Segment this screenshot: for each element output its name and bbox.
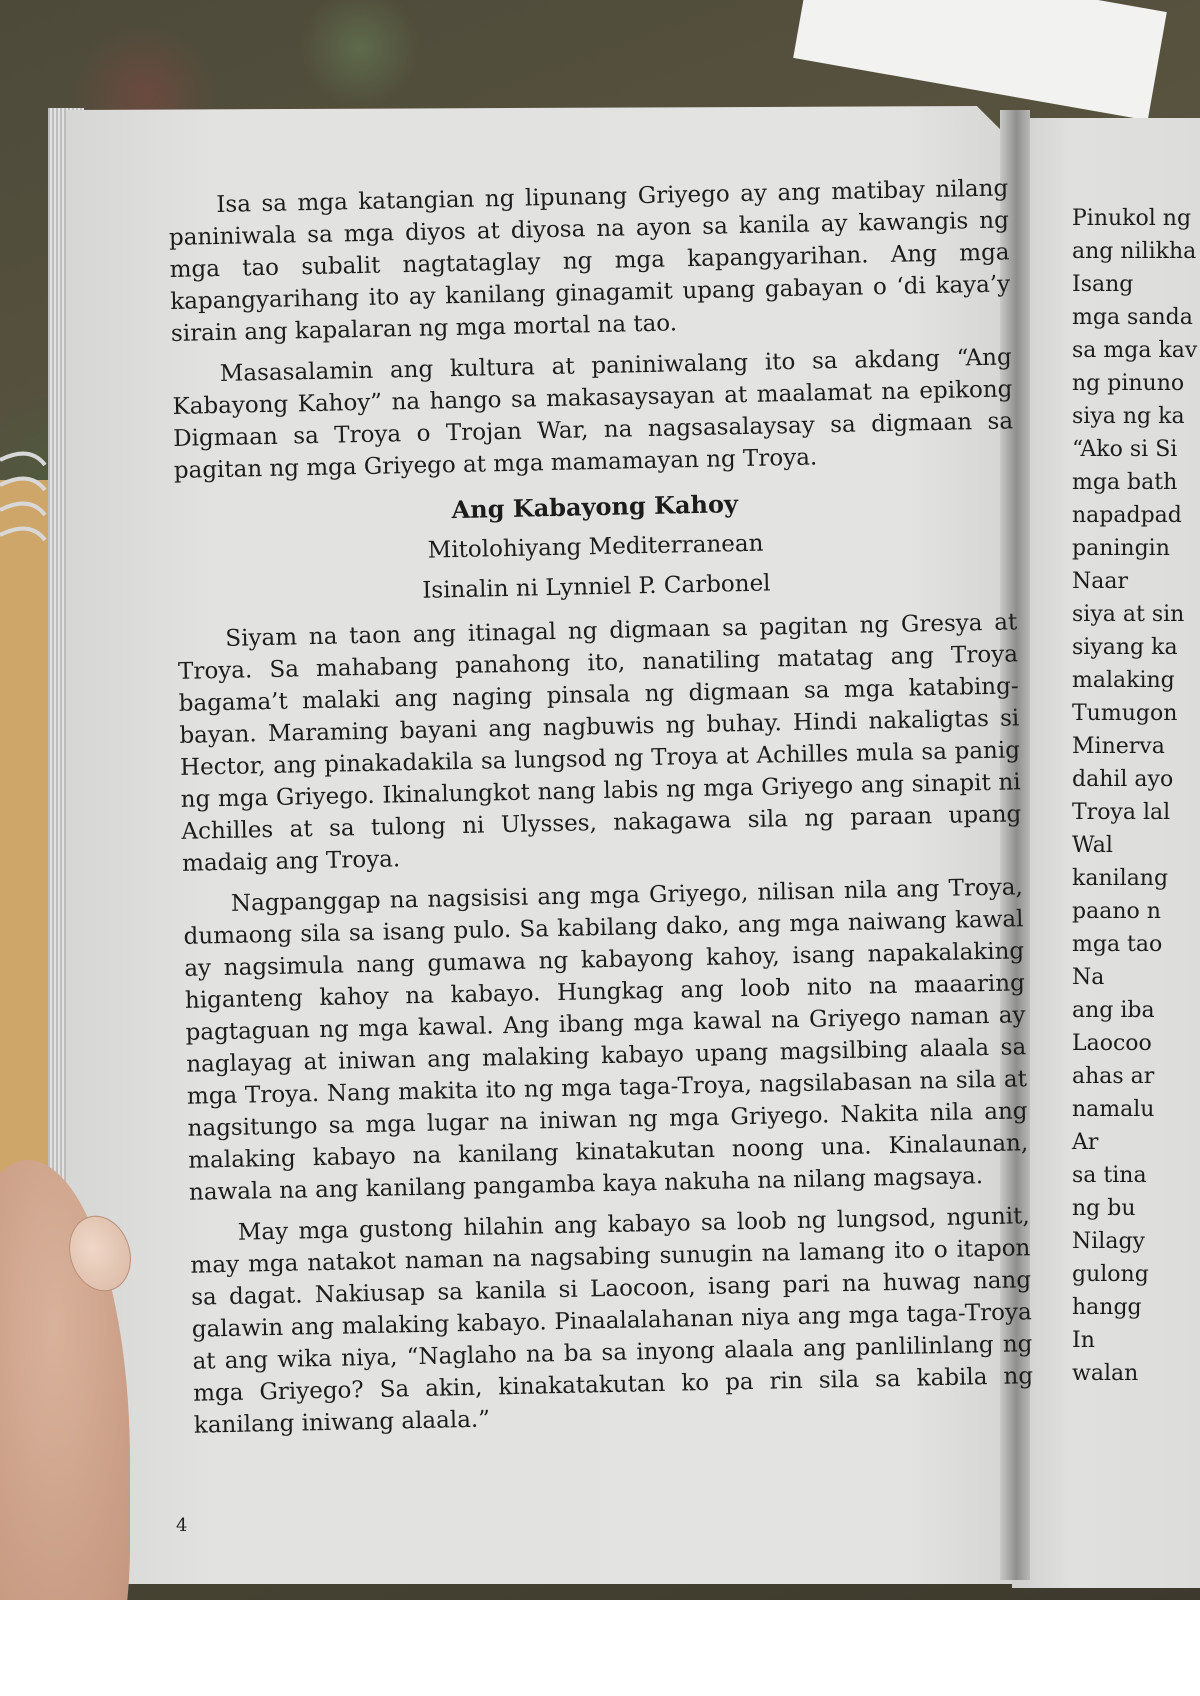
right-page-line: Minerva	[1072, 734, 1165, 759]
right-page-line: Tumugon	[1072, 701, 1178, 726]
right-page-line: Pinukol ng	[1072, 206, 1192, 231]
page-number: 4	[176, 1515, 188, 1536]
left-page-text	[168, 172, 1034, 1450]
right-page-line: paningin	[1072, 536, 1170, 561]
right-page-line: dahil ayo	[1072, 767, 1174, 792]
right-page-line: mga tao	[1072, 932, 1163, 957]
story-heading	[174, 478, 1016, 616]
right-page-line: Na	[1072, 965, 1105, 990]
white-paper-corner	[793, 0, 1167, 120]
right-page-line: Laocoo	[1072, 1031, 1152, 1056]
right-page-text	[1072, 202, 1200, 1390]
right-page-line: siya ng ka	[1072, 404, 1185, 429]
story-paragraph-1: Siyam na taon ang itinagal ng digmaan sa pagitan ng Gresya at Troya. Sa mahabang panahong ito, nanatiling matatag ang Troya bagama’t malaki ang naging pinsala ng digmaan sa mga katabing-bayan. Maraming bayani ang nagbuwis ng buhay. Hindi nakaligtas si Hector, ang pinakadakila sa lungsod ng Troya at Achilles mula sa panig ng mga Griyego. Ikinalungkot nang labis ng mga Griyego ang sinapit ni Achilles at sa tulong ni Ulysses, nakagawa sila ng paraan upang madaig ang Troya.	[177, 609, 1022, 877]
right-page-line: gulong	[1072, 1262, 1149, 1287]
right-page-line: mga bath	[1072, 470, 1178, 495]
right-page-line: Troya lal	[1072, 800, 1171, 825]
right-page-line: ahas ar	[1072, 1064, 1155, 1089]
right-page-line: Isang	[1072, 272, 1134, 297]
right-page-line: namalu	[1072, 1097, 1155, 1122]
right-page-line: “Ako si Si	[1072, 437, 1178, 462]
story-paragraph-2: Nagpanggap na nagsisisi ang mga Griyego, nilisan nila ang Troya, dumaong sila sa isang pulo. Sa kabilang dako, ang mga naiwang kawal ay nagsimula nang gumawa ng kabayong kahoy, isang napakalaking higanteng kahoy na kabayo. Hungkag ang loob nito na maaaring pagtaguan ng mga kawal. Ang ibang mga kawal na Griyego naman ay naglayag at iniwan ang malaking kabayo upang magsilbing alaala sa mga Troya. Nang makita ito ng mga taga-Troya, nagsilabasan na sila at nagsitungo sa mga lugar na iniwan ng mga Griyego. Nakita nila ang malaking kabayo na kanilang kinatakutan noong una. Kinalaunan, nawala na ang kanilang pangamba kaya nakuha na nilang magsaya.	[183, 874, 1029, 1206]
right-page-line: siya at sin	[1072, 602, 1185, 627]
right-page-line: ang nilikha	[1072, 239, 1197, 264]
right-page-line: hangg	[1072, 1295, 1142, 1320]
right-page-line: mga sanda	[1072, 305, 1193, 330]
right-page-line: Naar	[1072, 569, 1128, 594]
story-paragraph-3: May mga gustong hilahin ang kabayo sa loob ng lungsod, ngunit, may mga natakot naman na nagsabing sunugin na lamang ito o itapon sa dagat. Nakiusap sa kanila si Laocoon, isang pari na huwag nang galawin ang malaking kabayo. Pinaalalahanan niya ang mga taga-Troya at ang wika niya, “Naglaho na ba sa inyong alaala ang panlilinlang ng mga Griyego? Sa akin, kinakatakutan ko pa rin sila sa kabila ng kanilang iniwang alaala.”	[190, 1203, 1034, 1439]
story-credit: Isinalin ni Lynniel P. Carbonel	[422, 570, 771, 604]
story-title: Ang Kabayong Kahoy	[451, 489, 739, 525]
right-page-line: Ar	[1072, 1130, 1099, 1155]
right-page-line: paano n	[1072, 899, 1161, 924]
right-page-line: In	[1072, 1328, 1095, 1353]
right-page-line: malaking	[1072, 668, 1175, 693]
right-page-line: Wal	[1072, 833, 1113, 858]
right-page-line: ng bu	[1072, 1196, 1136, 1221]
intro-paragraph-1: Isa sa mga katangian ng lipunang Griyego ay ang matibay nilang paniniwala sa mga diyos at diyosa na ayon sa kanila ay kawangis ng mga tao subalit nagtataglay ng mga kapangyarihan. Ang mga kapangyarihang ito ay kanilang ginagamit upang gabayan o ‘di kaya’y sirain ang kapalaran ng mga mortal na tao.	[168, 175, 1011, 347]
intro-paragraph-2: Masasalamin ang kultura at paniniwalang ito sa akdang “Ang Kabayong Kahoy” na hango sa makasaysayan at maalamat na epikong Digmaan sa Troya o Trojan War, na nagsasalaysay sa digmaan sa pagitan ng mga Griyego at mga mamamayan ng Troya.	[172, 344, 1014, 484]
right-page-line: sa tina	[1072, 1163, 1147, 1188]
right-page-line: ang iba	[1072, 998, 1155, 1023]
right-page-line: ng pinuno	[1072, 371, 1185, 396]
right-page-line: napadpad	[1072, 503, 1182, 528]
right-page-line: sa mga kav	[1072, 338, 1198, 363]
story-subtitle: Mitolohiyang Mediterranean	[427, 530, 764, 564]
right-page-line: siyang ka	[1072, 635, 1178, 660]
right-page-line: walan	[1072, 1361, 1139, 1386]
right-page-line: Nilagy	[1072, 1229, 1145, 1254]
right-page-line: kanilang	[1072, 866, 1169, 891]
